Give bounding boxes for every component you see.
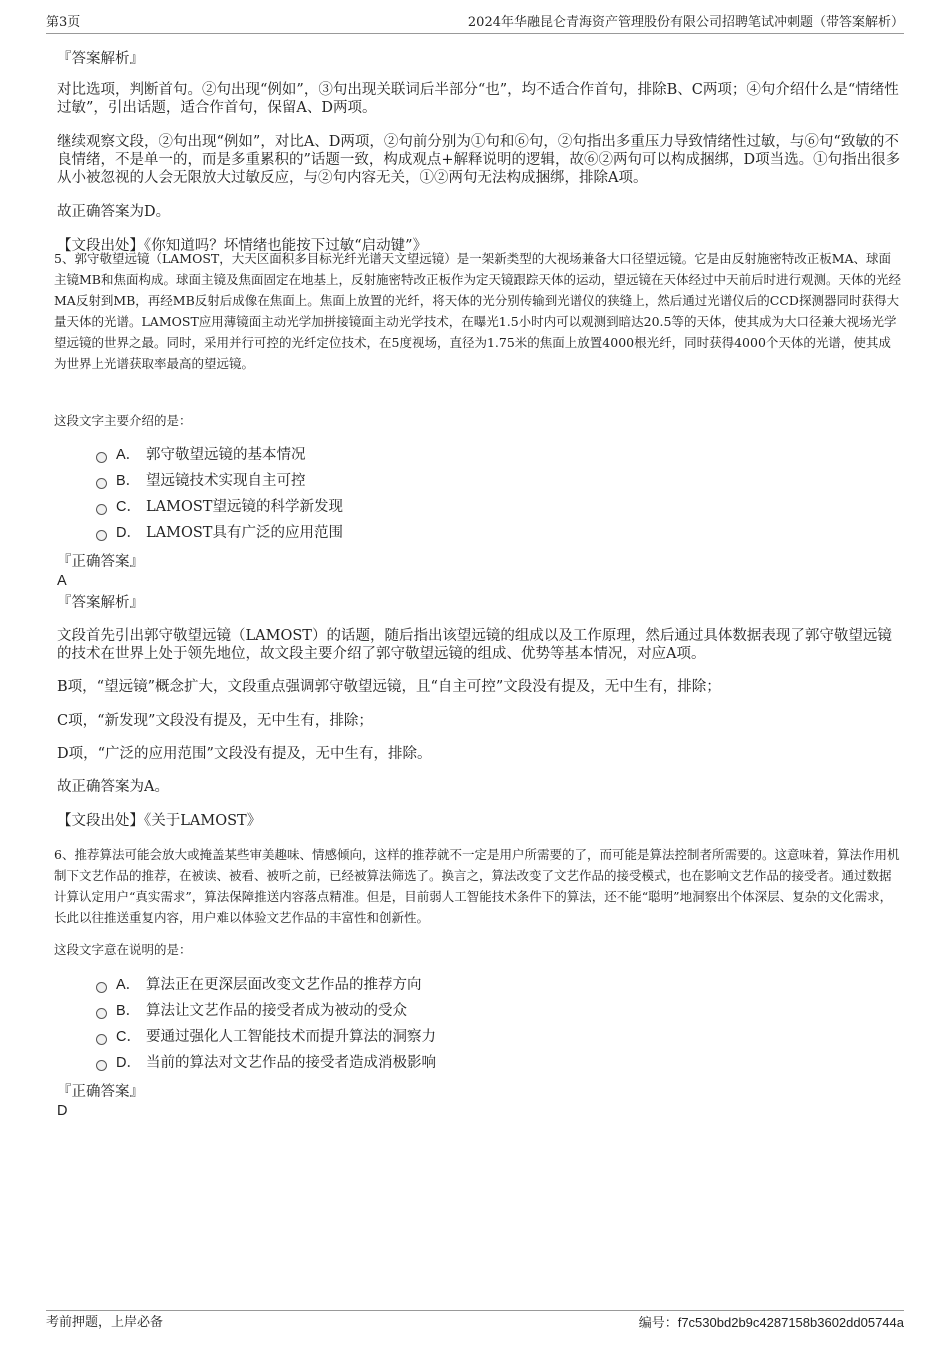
q4-analysis-paragraph-2: 继续观察文段，②句出现“例如”，对比A、D两项，②句前分别为①句和⑥句，②句指出多重压力导致情绪性过敏，与⑥句“致敏的不良情绪，不是单一的，而是多重累积的”话题一致，构成观点+解释说明的逻辑，故⑥②两句可以构成捆绑，D项当选。①句指出很多从小被忽视的人会无限放大过敏反应，与②句内容无关，①②两句无法构成捆绑，排除A项。 bbox=[57, 134, 901, 186]
option-text: 当前的算法对文艺作品的接受者造成消极影响 bbox=[146, 1055, 436, 1071]
q6-option-a[interactable] bbox=[96, 976, 422, 994]
radio-icon[interactable] bbox=[96, 504, 107, 515]
option-letter: D． bbox=[116, 1055, 141, 1071]
option-text: LAMOST望远镜的科学新发现 bbox=[146, 499, 343, 515]
q5-option-b[interactable] bbox=[96, 472, 306, 490]
radio-icon[interactable] bbox=[96, 452, 107, 463]
q6-correct-label: 『正确答案』 bbox=[57, 1084, 144, 1100]
q6-option-d[interactable] bbox=[96, 1054, 436, 1072]
q5-analysis-paragraph-3: C项，“新发现”文段没有提及，无中生有，排除； bbox=[57, 713, 373, 729]
page-footer bbox=[46, 1310, 904, 1334]
radio-icon[interactable] bbox=[96, 1060, 107, 1071]
q5-analysis-label: 『答案解析』 bbox=[57, 595, 144, 611]
q5-analysis-paragraph-1: 文段首先引出郭守敬望远镜（LAMOST）的话题，随后指出该望远镜的组成以及工作原理，然后通过具体数据表现了郭守敬望远镜的技术在世界上处于领先地位，故文段主要介绍了郭守敬望远镜的组成、优势等基本情况，对应A项。 bbox=[57, 628, 892, 662]
option-letter: A． bbox=[116, 977, 141, 993]
page-header bbox=[46, 14, 904, 34]
q5-option-a[interactable] bbox=[96, 446, 306, 464]
option-letter: D． bbox=[116, 525, 141, 541]
q4-analysis-conclusion: 故正确答案为D。 bbox=[57, 204, 171, 220]
q6-question: 这段文字意在说明的是： bbox=[54, 942, 192, 957]
radio-icon[interactable] bbox=[96, 530, 107, 541]
radio-icon[interactable] bbox=[96, 1034, 107, 1045]
option-letter: A． bbox=[116, 447, 141, 463]
q5-analysis-paragraph-4: D项，“广泛的应用范围”文段没有提及，无中生有，排除。 bbox=[57, 746, 432, 762]
q5-option-d[interactable] bbox=[96, 524, 343, 542]
option-letter: B． bbox=[116, 473, 141, 489]
option-text: 郭守敬望远镜的基本情况 bbox=[146, 447, 306, 463]
option-letter: B． bbox=[116, 1003, 141, 1019]
q5-option-c[interactable] bbox=[96, 498, 343, 516]
q4-analysis-paragraph-1: 对比选项，判断首句。②句出现“例如”，③句出现关联词后半部分“也”，均不适合作首句，排除B、C两项；④句介绍什么是“情绪性过敏”，引出话题，适合作首句，保留A、D两项。 bbox=[57, 82, 899, 116]
q6-passage: 6、推荐算法可能会放大或掩盖某些审美趣味、情感倾向，这样的推荐就不一定是用户所需要的了，而可能是算法控制者所需要的。这意味着，算法作用机制下文艺作品的推荐，在被读、被看、被听之前，已经被算法筛选了。换言之，算法改变了文艺作品的接受模式，也在影响文艺作品的接受者。通过数据计算认定用户“真实需求”，算法保障推送内容落点精准。但是，目前弱人工智能技术条件下的算法，还不能“聪明”地洞察出个体深层、复杂的文化需求，长此以往推送重复内容，用户难以体验文艺作品的丰富性和创新性。 bbox=[54, 847, 900, 925]
document-id bbox=[639, 1314, 904, 1333]
q6-option-b[interactable] bbox=[96, 1002, 407, 1020]
q5-question: 这段文字主要介绍的是： bbox=[54, 413, 192, 428]
q5-answer: A bbox=[57, 573, 67, 589]
footer-slogan: 考前押题，上岸必备 bbox=[46, 1315, 164, 1330]
q5-source: 【文段出处】《关于LAMOST》 bbox=[57, 813, 262, 829]
option-text: 算法让文艺作品的接受者成为被动的受众 bbox=[146, 1003, 407, 1019]
document-id-value: f7c530bd2b9c4287158b3602dd05744a bbox=[677, 1315, 904, 1330]
option-text: LAMOST具有广泛的应用范围 bbox=[146, 525, 343, 541]
radio-icon[interactable] bbox=[96, 982, 107, 993]
q6-answer: D bbox=[57, 1103, 68, 1119]
document-id-label: 编号： bbox=[638, 1316, 678, 1331]
option-text: 要通过强化人工智能技术而提升算法的洞察力 bbox=[146, 1029, 436, 1045]
q5-passage: 5、郭守敬望远镜（LAMOST，大天区面积多目标光纤光谱天文望远镜）是一架新类型的大视场兼备大口径望远镜。它是由反射施密特改正板MA、球面主镜MB和焦面构成。球面主镜及焦面固定在地基上，反射施密特改正板作为定天镜跟踪天体的运动，望远镜在天体经过中天前后时进行观测。天体的光经MA反射到MB，再经MB反射后成像在焦面上。焦面上放置的光纤，将天体的光分别传输到光谱仪的狭缝上，然后通过光谱仪后的CCD探测器同时获得大量天体的光谱。LAMOST应用薄镜面主动光学加拼接镜面主动光学技术，在曝光1.5小时内可以观测到暗达20.5等的天体，使其成为大口径兼大视场光学望远镜的世界之最。同时，采用并行可控的光纤定位技术，在5度视场，直径为1.75米的焦面上放置4000根光纤，同时获得4000个天体的光谱，使其成为世界上光谱获取率最高的望远镜。 bbox=[54, 251, 901, 371]
q5-analysis-paragraph-2: B项，“望远镜”概念扩大，文段重点强调郭守敬望远镜，且“自主可控”文段没有提及，无中生有，排除； bbox=[57, 679, 721, 695]
option-text: 望远镜技术实现自主可控 bbox=[146, 473, 306, 489]
q4-source: 【文段出处】《你知道吗？坏情绪也能按下过敏“启动键”》 bbox=[57, 238, 428, 254]
option-text: 算法正在更深层面改变文艺作品的推荐方向 bbox=[146, 977, 422, 993]
q5-analysis-conclusion: 故正确答案为A。 bbox=[57, 779, 169, 795]
q4-analysis-label: 『答案解析』 bbox=[57, 51, 144, 67]
radio-icon[interactable] bbox=[96, 1008, 107, 1019]
option-letter: C． bbox=[116, 1029, 141, 1045]
q5-correct-label: 『正确答案』 bbox=[57, 554, 144, 570]
option-letter: C． bbox=[116, 499, 141, 515]
radio-icon[interactable] bbox=[96, 478, 107, 489]
document-title: 2024年华融昆仑青海资产管理股份有限公司招聘笔试冲刺题（带答案解析） bbox=[467, 15, 904, 30]
page-number: 第3页 bbox=[46, 15, 81, 30]
q6-option-c[interactable] bbox=[96, 1028, 436, 1046]
